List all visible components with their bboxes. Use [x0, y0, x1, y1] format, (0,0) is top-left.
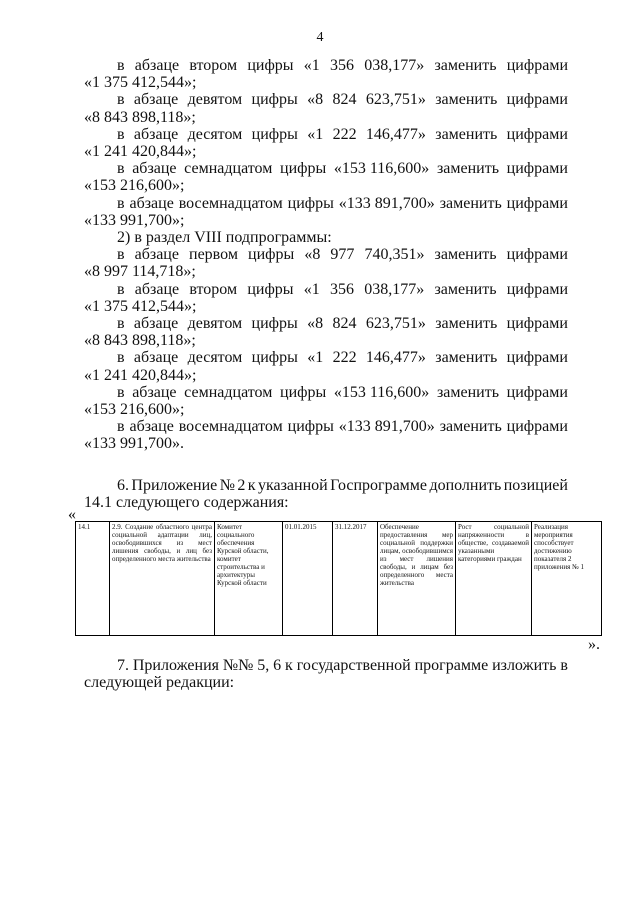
text-line	[117, 195, 568, 213]
word: 740,351»	[364, 246, 425, 264]
word: девятом	[187, 315, 243, 332]
word: цифры	[287, 194, 334, 212]
word: цифры	[251, 349, 298, 367]
word: 5,	[257, 657, 270, 674]
word: в	[117, 160, 125, 178]
word: абзаце	[133, 349, 179, 367]
text-line: «8 843 898,118»;	[84, 332, 196, 350]
word: 146,477»	[365, 125, 426, 143]
text-line: «1 241 420,844»;	[84, 143, 197, 160]
word: позицией	[503, 477, 568, 494]
word: Приложения	[132, 657, 220, 674]
cell-start-date: 01.01.2015	[283, 522, 333, 636]
word: втором	[189, 280, 238, 298]
word: «133 891,700»	[338, 194, 435, 212]
word: цифры	[251, 91, 298, 109]
word: девятом	[187, 91, 243, 109]
word: цифрами	[506, 91, 568, 109]
text-line	[117, 349, 568, 367]
cell-expected-result: Обеспечение предоставления мер социальной поддержки лицам, освободившимся из мест лишения свободы, и лицам без определенного места жительства	[378, 522, 456, 636]
word: абзаце	[134, 246, 179, 264]
text-line	[117, 246, 568, 264]
word: цифрами	[506, 160, 568, 178]
text-line: «133 991,700»;	[84, 211, 185, 229]
word: абзаце	[132, 160, 177, 178]
word: десятом	[187, 125, 243, 143]
word: цифрами	[506, 246, 568, 264]
word: 7.	[117, 657, 129, 674]
word: в	[560, 657, 568, 674]
cell-consequences: Рост социальной напряженности в обществе, создаваемой указанными категориями граждан	[456, 522, 532, 636]
word: 6	[273, 657, 282, 674]
word: семнадцатом	[184, 383, 273, 401]
word: абзаце	[133, 315, 179, 332]
word: «133 891,700»	[338, 418, 435, 436]
word: в	[117, 280, 125, 298]
word: в	[117, 418, 125, 436]
word: Приложение	[131, 477, 218, 494]
word: в	[117, 315, 125, 332]
text-line	[117, 418, 568, 436]
text-line	[117, 384, 568, 402]
word: цифры	[251, 315, 298, 332]
word: к	[285, 657, 293, 674]
item-6-line-2: 14.1 следующего содержания:	[84, 494, 289, 511]
word: цифрами	[506, 349, 568, 367]
word: цифры	[251, 125, 298, 143]
text-line: «153 216,600»;	[84, 177, 185, 195]
word: цифрами	[506, 194, 568, 212]
word: заменить	[436, 160, 499, 178]
word: 623,751»	[365, 91, 426, 109]
text-line	[117, 57, 568, 75]
word: восемнадцатом	[178, 194, 283, 212]
word: в	[117, 349, 125, 367]
word: абзаце	[129, 418, 174, 436]
item-6-line-1	[117, 477, 568, 495]
word: цифрами	[506, 383, 568, 401]
word: заменить	[436, 383, 499, 401]
word: втором	[189, 57, 238, 74]
word: 977	[330, 246, 355, 264]
word: заменить	[435, 349, 498, 367]
word: восемнадцатом	[178, 418, 283, 436]
cell-relation-to-indicators: Реализация мероприятия способствует достижению показателя 2 приложения № 1	[532, 522, 602, 636]
word: заменить	[439, 418, 502, 436]
text-line	[117, 126, 568, 144]
word: первом	[189, 246, 238, 264]
cell-number: 14.1	[76, 522, 110, 636]
word: заменить	[434, 57, 497, 74]
word: «153 116,600»	[333, 383, 430, 401]
text-line	[117, 281, 568, 299]
word: в	[117, 383, 125, 401]
word: к	[247, 477, 256, 494]
word: государственной	[296, 657, 411, 674]
text-line: «153 216,600»;	[84, 401, 185, 418]
close-quote: ».	[588, 636, 600, 653]
open-quote: «	[68, 506, 76, 523]
word: 038,177»	[364, 57, 425, 74]
word: цифры	[247, 57, 294, 74]
word: указанной	[257, 477, 328, 494]
word: цифры	[247, 280, 294, 298]
word: абзаце	[129, 194, 174, 212]
word: в	[117, 91, 125, 109]
word: заменить	[435, 315, 498, 332]
text-line: «1 375 412,544»;	[84, 297, 197, 315]
word: «1	[307, 349, 324, 367]
word: цифры	[248, 246, 295, 264]
text-line: «8 843 898,118»;	[84, 108, 196, 126]
word: 356	[330, 57, 354, 74]
text-line	[117, 160, 568, 178]
word: цифрами	[506, 57, 568, 74]
word: Госпрограмме	[330, 477, 428, 494]
word: №	[219, 477, 235, 494]
word: 2	[237, 477, 246, 494]
word: «8	[307, 315, 324, 332]
word: 824	[332, 91, 357, 109]
word: изложить	[492, 657, 557, 674]
word: 222	[332, 125, 357, 143]
word: в	[117, 125, 125, 143]
word: заменить	[434, 280, 497, 298]
word: 146,477»	[365, 349, 426, 367]
word: в	[117, 57, 125, 74]
position-14-1-table	[75, 521, 602, 636]
cell-end-date: 31.12.2017	[333, 522, 378, 636]
text-line	[117, 315, 568, 333]
text-line: «1 241 420,844»;	[84, 366, 197, 384]
word: 6.	[117, 477, 129, 494]
word: цифрами	[506, 125, 568, 143]
cell-measure: 2.9. Создание областного центра социальной адаптации лиц, освободившихся из мест лишения свободы, и лиц без определенного места жительства	[110, 522, 215, 636]
word: десятом	[187, 349, 243, 367]
word: заменить	[434, 246, 497, 264]
cell-executor: Комитет социального обеспечения Курской области, комитет строительства и архитектуры Курской области	[215, 522, 283, 636]
text-line: «133 991,700».	[84, 435, 184, 453]
word: 222	[332, 349, 357, 367]
word: «153 116,600»	[333, 160, 430, 178]
word: абзаце	[134, 280, 180, 298]
word: 824	[332, 315, 357, 332]
word: «1	[307, 125, 324, 143]
word: цифрами	[506, 418, 568, 436]
word: цифры	[287, 418, 334, 436]
table-row	[76, 522, 602, 636]
word: 623,751»	[365, 315, 426, 332]
word: цифрами	[506, 280, 568, 298]
word: «8	[304, 246, 321, 264]
text-line: «1 375 412,544»;	[84, 74, 197, 92]
word: в	[117, 246, 125, 264]
word: заменить	[439, 194, 502, 212]
item-7-line-2: следующей редакции:	[84, 674, 235, 691]
word: дополнить	[429, 477, 502, 494]
text-line: 2) в раздел VIII подпрограммы:	[117, 229, 332, 246]
word: абзаце	[133, 91, 179, 109]
page-number: 4	[316, 30, 324, 45]
word: заменить	[435, 91, 498, 109]
word: в	[117, 194, 125, 212]
word: абзаце	[132, 383, 177, 401]
word: абзаце	[133, 125, 179, 143]
word: семнадцатом	[184, 160, 273, 178]
text-line	[117, 91, 568, 109]
word: цифры	[280, 160, 327, 178]
word: заменить	[435, 125, 498, 143]
word: №№	[222, 657, 254, 674]
item-7-line-1	[117, 657, 568, 675]
word: 356	[330, 280, 354, 298]
word: «1	[303, 57, 320, 74]
text-line: «8 997 114,718»;	[84, 263, 196, 281]
word: «8	[307, 91, 324, 109]
word: «1	[303, 280, 320, 298]
word: цифрами	[506, 315, 568, 332]
word: программе	[414, 657, 489, 674]
word: 038,177»	[364, 280, 425, 298]
word: абзаце	[134, 57, 180, 74]
word: цифры	[280, 383, 327, 401]
